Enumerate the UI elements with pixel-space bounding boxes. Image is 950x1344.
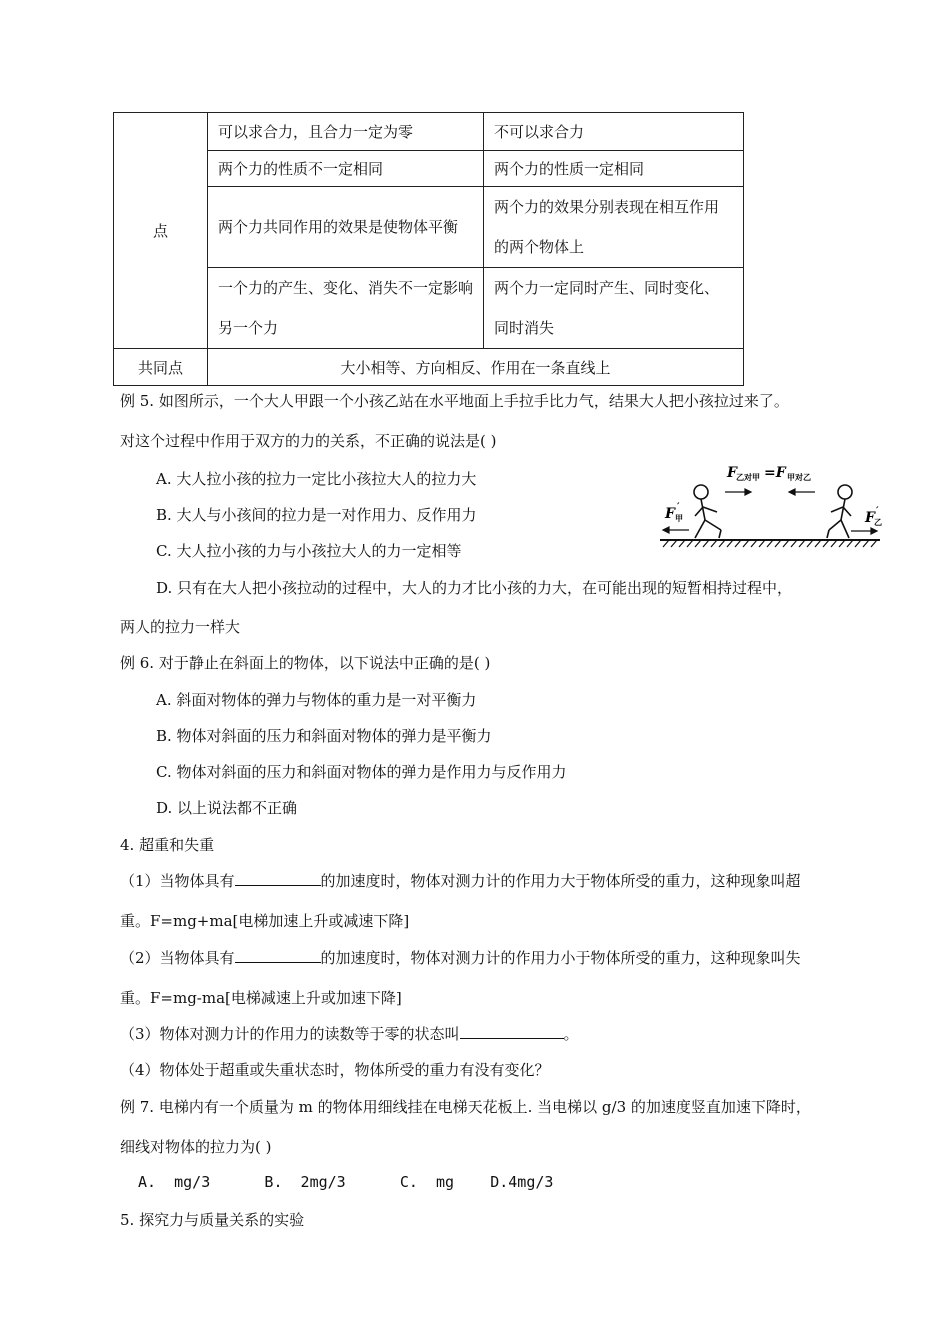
- child-figure-icon: [827, 485, 852, 538]
- table-cell: 两个力共同作用的效果是使物体平衡: [208, 187, 484, 268]
- comparison-table: [113, 112, 744, 386]
- sec4-p1-line2: 重。F=mg+ma[电梯加速上升或减速下降]: [120, 912, 410, 930]
- adult-figure-icon: [694, 485, 721, 538]
- table-cell: 两个力的性质一定相同: [484, 151, 744, 187]
- sec4-p4: （4）物体处于超重或失重状态时，物体所受的重力有没有变化？: [120, 1061, 550, 1079]
- answer-blank: [235, 870, 321, 886]
- tug-of-war-figure: [655, 460, 885, 550]
- answer-blank: [235, 947, 321, 963]
- ex6-option-d: D. 以上说法都不正确: [156, 799, 298, 817]
- ex5-option-a: A. 大人拉小孩的拉力一定比小孩拉大人的拉力大: [156, 470, 477, 488]
- right-force-sub: 乙: [874, 517, 882, 527]
- ex5-option-d-line2: 两人的拉力一样大: [120, 618, 241, 636]
- section5-title: 5. 探究力与质量关系的实验: [120, 1211, 305, 1229]
- ex5-option-d-line1: D. 只有在大人把小孩拉动的过程中，大人的力才比小孩的力大，在可能出现的短暂相持过程中，: [156, 579, 793, 597]
- sec4-p2-line1: （2）当物体具有 的加速度时，物体对测力计的作用力小于物体所受的重力，这种现象叫失: [120, 949, 801, 967]
- ex5-option-b: B. 大人与小孩间的拉力是一对作用力、反作用力: [156, 506, 477, 524]
- table-cell: 不可以求合力: [484, 113, 744, 151]
- table-cell: 可以求合力，且合力一定为零: [208, 113, 484, 151]
- ex6-option-b: B. 物体对斜面的压力和斜面对物体的弹力是平衡力: [156, 727, 492, 745]
- eq-mid: =F: [764, 465, 786, 481]
- svg-text:′: ′: [677, 502, 680, 513]
- ex5-option-c: C. 大人拉小孩的力与小孩拉大人的力一定相等: [156, 542, 462, 560]
- eq-left-sub: 乙对甲: [736, 472, 760, 482]
- svg-text:′: ′: [876, 506, 879, 517]
- ex5-stem-line1: 例 5. 如图所示，一个大人甲跟一个小孩乙站在水平地面上手拉手比力气，结果大人把小孩拉过来了。: [120, 392, 789, 410]
- table-cell: 两个力的效果分别表现在相互作用的两个物体上: [484, 187, 744, 268]
- eq-left-f: F: [727, 465, 737, 481]
- point-label-cell: 点: [114, 113, 208, 349]
- table-cell: 两个力的性质不一定相同: [208, 151, 484, 187]
- ex7-stem-line2: 细线对物体的拉力为( ): [120, 1138, 272, 1156]
- right-force-label: F: [865, 510, 875, 526]
- sec4-p2-line2: 重。F=mg-ma[电梯减速上升或加速下降]: [120, 989, 402, 1007]
- ex6-option-c: C. 物体对斜面的压力和斜面对物体的弹力是作用力与反作用力: [156, 763, 567, 781]
- ex5-stem-line2: 对这个过程中作用于双方的力的关系，不正确的说法是( ): [120, 432, 497, 450]
- ex7-options: A. mg/3 B. 2mg/3 C. mg D.4mg/3: [138, 1173, 554, 1191]
- left-force-label: F: [665, 506, 675, 522]
- ex6-option-a: A. 斜面对物体的弹力与物体的重力是一对平衡力: [156, 691, 477, 709]
- sec4-p1-line1: （1）当物体具有 的加速度时，物体对测力计的作用力大于物体所受的重力，这种现象叫超: [120, 872, 801, 890]
- common-label-cell: 共同点: [114, 349, 208, 386]
- section4-title: 4. 超重和失重: [120, 836, 215, 854]
- eq-right-sub: 甲对乙: [787, 472, 811, 482]
- table-cell: 两个力一定同时产生、同时变化、同时消失: [484, 268, 744, 349]
- common-value-cell: 大小相等、方向相反、作用在一条直线上: [208, 349, 744, 386]
- ground-icon: [660, 540, 880, 547]
- answer-blank: [460, 1023, 564, 1039]
- left-force-sub: 甲: [675, 513, 683, 523]
- ex6-stem: 例 6. 对于静止在斜面上的物体，以下说法中正确的是( ): [120, 654, 491, 672]
- ex7-stem-line1: 例 7. 电梯内有一个质量为 m 的物体用细线挂在电梯天花板上. 当电梯以 g/3 的加速度竖直加速下降时，: [120, 1098, 811, 1116]
- table-cell: 一个力的产生、变化、消失不一定影响另一个力: [208, 268, 484, 349]
- sec4-p3: （3）物体对测力计的作用力的读数等于零的状态叫 。: [120, 1025, 579, 1043]
